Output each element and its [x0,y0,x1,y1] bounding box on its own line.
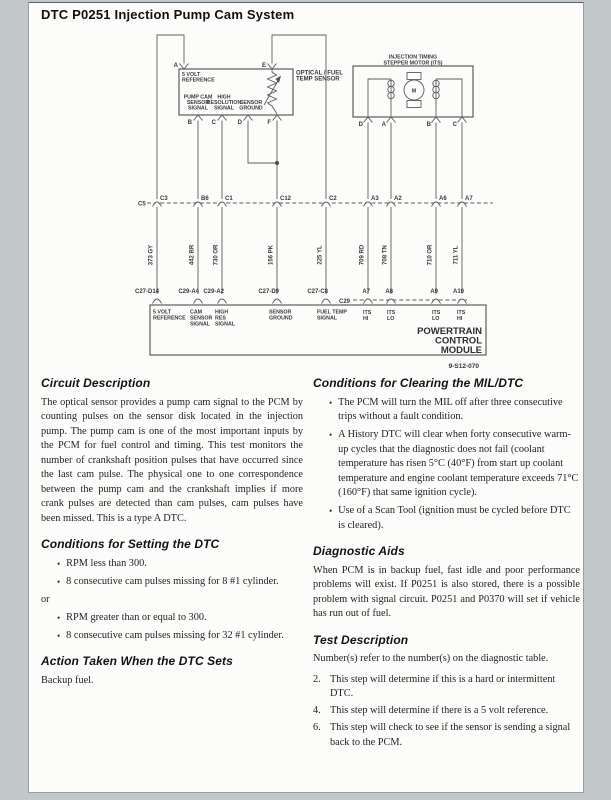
svg-text:730 OR: 730 OR [213,244,220,266]
svg-text:A9: A9 [430,289,438,295]
svg-text:A: A [381,122,386,128]
svg-text:B6: B6 [201,196,209,202]
svg-text:HI: HI [363,316,369,322]
svg-text:M: M [411,88,417,95]
svg-text:ITS: ITS [432,310,441,316]
svg-text:SENSOR: SENSOR [239,100,263,106]
svg-text:E: E [261,63,266,69]
diagnostic-aids-paragraph: When PCM is in backup fuel, fast idle and poor performance problems will exist. If P0251 is also stored, there is a possible problem with signal circuit. P0251 and P0370 will set if vehicle has run out of fuel. [313,564,580,619]
setting-conditions-group2 [41,611,303,644]
svg-text:D: D [237,120,242,126]
svg-text:OPTICAL / FUEL: OPTICAL / FUEL [296,70,343,77]
svg-text:STEPPER MOTOR (ITS): STEPPER MOTOR (ITS) [383,60,443,67]
list-item [329,504,580,533]
wire-color-labels [149,244,460,265]
section-heading-circuit-description: Circuit Description [41,376,151,390]
svg-text:SIGNAL: SIGNAL [317,315,338,322]
svg-text:709 RD: 709 RD [359,244,366,266]
svg-text:GROUND: GROUND [239,105,263,112]
inline-connector-row [138,196,473,208]
svg-text:C: C [211,120,216,126]
setting-conditions-group1 [41,557,303,590]
bullet-icon: • [57,558,61,569]
svg-text:B: B [426,122,431,128]
svg-text:C: C [452,122,457,128]
test-step [313,704,580,719]
svg-text:RESOLUTION: RESOLUTION [206,100,242,106]
step-text: This step will determine if this is a hard or intermittent DTC. [330,673,556,699]
svg-text:ITS: ITS [457,310,466,316]
test-step [313,721,580,750]
svg-text:5 VOLT: 5 VOLT [153,309,172,316]
svg-text:MODULE: MODULE [440,345,482,356]
injection-timing-stepper-motor [353,55,473,129]
svg-text:REFERENCE: REFERENCE [153,315,186,322]
step-number: 4. [313,705,321,716]
svg-text:PUMP CAM: PUMP CAM [183,94,213,101]
svg-text:C29-A4: C29-A4 [178,289,199,295]
svg-text:5 VOLT: 5 VOLT [182,72,201,78]
svg-text:C1: C1 [225,196,233,202]
bullet-text: Use of a Scan Tool (ignition must be cycled before DTC is cleared). [338,505,571,531]
svg-text:RES: RES [215,315,226,322]
svg-text:C29: C29 [338,299,350,305]
svg-text:FUEL TEMP: FUEL TEMP [317,309,347,316]
svg-text:SENSOR: SENSOR [186,100,210,106]
ground-junction-dot [275,161,279,165]
svg-text:C2: C2 [329,196,337,202]
figure-number: 9-S12-070 [448,363,479,370]
svg-text:C12: C12 [280,196,292,202]
svg-text:LO: LO [432,316,440,322]
svg-text:B: B [187,120,192,126]
list-item [329,396,580,425]
wiring-diagram [29,3,584,381]
bullet-icon: • [57,576,61,587]
bullet-icon: • [329,506,333,516]
action-taken-paragraph: Backup fuel. [41,674,94,686]
thermistor-arrowhead [276,76,282,84]
svg-text:442 BR: 442 BR [189,244,196,266]
svg-text:SIGNAL: SIGNAL [187,105,209,112]
or-joiner: or [41,594,50,605]
section-heading-diagnostic-aids: Diagnostic Aids [313,544,405,558]
test-step [313,673,580,702]
bullet-text: The PCM will turn the MIL off after three consecutive trips without a fault condition. [338,396,563,422]
svg-text:C3: C3 [160,196,168,202]
svg-text:SENSOR: SENSOR [269,309,292,316]
svg-text:CONTROL: CONTROL [435,335,482,347]
bullet-icon: • [329,430,333,440]
bullet-text: RPM less than 300. [66,557,147,569]
test-description-intro: Number(s) refer to the number(s) on the diagnostic table. [313,653,549,664]
svg-text:A2: A2 [394,196,402,202]
motor-icon [404,73,424,108]
step-number: 6. [313,722,321,733]
bullet-text: RPM greater than or equal to 300. [66,611,207,623]
svg-text:SENSOR: SENSOR [190,315,213,322]
svg-text:HI: HI [457,316,463,322]
svg-text:D: D [358,122,363,128]
svg-text:SIGNAL: SIGNAL [190,321,211,328]
section-heading-conditions-clearing: Conditions for Clearing the MIL/DTC [313,376,524,390]
page-title: DTC P0251 Injection Pump Cam System [41,7,295,22]
svg-text:A8: A8 [385,289,393,295]
circuit-description-paragraph: The optical sensor provides a pump cam signal to the PCM by counting pulses on the sensor disk located in the injection pump. The pump cam is one of the most important inputs by the PCM for fuel control and timing. This test monitors the number of crankshaft position pulses that have occurred since the last cam pulse. The physical one to one correspondence between the pump cam and the crankshaft implies if more crank pulses are detected than cam pulses, cam pulses have been missed. This is a type A DTC. [41,396,303,524]
svg-text:REFERENCE: REFERENCE [182,77,215,84]
svg-text:708 TN: 708 TN [382,245,389,265]
svg-text:A6: A6 [439,196,447,202]
svg-text:HIGH: HIGH [215,309,229,316]
svg-text:710 OR: 710 OR [427,244,434,266]
svg-text:373 GY: 373 GY [148,244,155,266]
section-heading-conditions-setting: Conditions for Setting the DTC [41,537,220,551]
svg-text:C27-C8: C27-C8 [307,289,328,295]
svg-text:156 PK: 156 PK [268,244,275,266]
bullet-text: 8 consecutive cam pulses missing for 32 #1 cylinder. [66,629,284,641]
step-text: This step will determine if there is a 5 volt reference. [330,705,549,716]
step-text: This step will check to see if the sensor is sending a signal back to the PCM. [330,722,571,748]
svg-text:HIGH: HIGH [217,94,231,101]
svg-text:SIGNAL: SIGNAL [213,105,235,112]
svg-text:CAM: CAM [190,309,203,316]
svg-text:A7: A7 [362,289,370,295]
svg-text:SIGNAL: SIGNAL [215,321,236,328]
svg-text:C27-D9: C27-D9 [258,289,279,295]
svg-text:A3: A3 [371,196,379,202]
svg-text:711 YL: 711 YL [453,245,460,265]
svg-text:POWERTRAIN: POWERTRAIN [417,326,482,337]
section-heading-test-description: Test Description [313,632,409,647]
thermistor-icon [268,70,278,115]
svg-text:F: F [267,120,271,126]
svg-text:A: A [173,63,178,69]
svg-text:225 YL: 225 YL [317,245,324,265]
powertrain-control-module [135,289,486,356]
svg-text:ITS: ITS [363,310,372,316]
svg-text:TEMP SENSOR: TEMP SENSOR [296,76,340,83]
svg-text:LO: LO [387,316,395,322]
list-item [57,575,303,590]
svg-text:C29-A2: C29-A2 [203,289,224,295]
left-column [41,374,303,694]
clearing-conditions-list [313,396,580,534]
bullet-icon: • [329,397,333,408]
section-heading-action-taken: Action Taken When the DTC Sets [41,654,233,668]
bullet-text: 8 consecutive cam pulses missing for 8 #1 cylinder. [66,575,279,587]
svg-text:GROUND: GROUND [269,315,293,322]
list-item [57,629,303,644]
bullet-icon: • [57,612,61,623]
list-item [57,611,303,626]
svg-text:A7: A7 [465,196,473,202]
page [28,2,584,793]
list-item [329,428,580,501]
step-number: 2. [313,673,321,685]
svg-text:ITS: ITS [387,310,396,316]
svg-text:A10: A10 [452,289,464,295]
bullet-text: A History DTC will clear when forty consecutive warm-up cycles that the diagnostic does not fail (coolant temperature has risen 5°C (40°F) from start up coolant temperature and engine coolant temperature exceeds 71°C (160°F) that same ignition cycle). [338,429,579,498]
svg-text:INJECTION TIMING: INJECTION TIMING [388,54,438,61]
list-item [57,557,303,572]
svg-text:C27-D14: C27-D14 [134,289,159,295]
svg-text:C5: C5 [138,201,146,208]
bullet-icon: • [57,630,61,641]
right-column [313,374,580,753]
